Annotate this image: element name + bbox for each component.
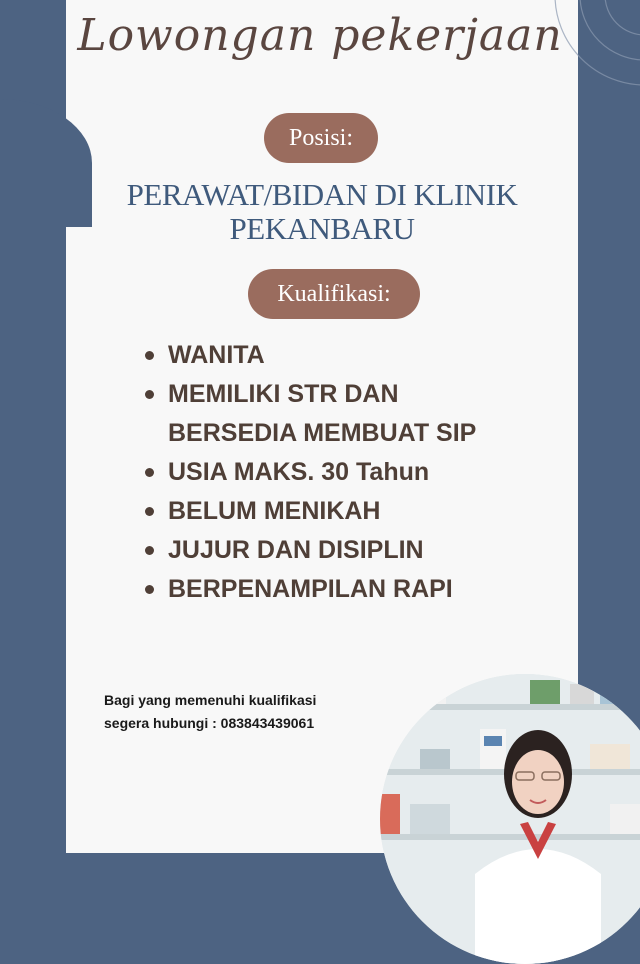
list-item <box>142 375 572 453</box>
bullet-icon <box>145 390 154 399</box>
qualification-text: BERPENAMPILAN RAPI <box>168 575 453 603</box>
position-title-text: PERAWAT/BIDAN DI KLINIK PEKANBARU <box>126 177 518 246</box>
bullet-icon <box>145 351 154 360</box>
contact-line-1: Bagi yang memenuhi kualifikasi <box>104 692 317 708</box>
position-title <box>66 178 578 246</box>
qualification-text: WANITA <box>168 341 265 369</box>
qualification-text: BELUM MENIKAH <box>168 497 381 525</box>
bullet-icon <box>145 468 154 477</box>
list-item <box>142 570 572 609</box>
bullet-icon <box>145 585 154 594</box>
qualification-list <box>142 336 572 609</box>
bullet-icon <box>145 507 154 516</box>
page-title: Lowongan pekerjaan <box>77 10 563 61</box>
bullet-icon <box>145 546 154 555</box>
list-item <box>142 453 572 492</box>
list-item <box>142 531 572 570</box>
contact-info <box>104 689 404 735</box>
contact-line-2: segera hubungi : 083843439061 <box>104 715 315 731</box>
qualification-text: MEMILIKI STR DAN BERSEDIA MEMBUAT SIP <box>168 380 477 447</box>
qualification-text: USIA MAKS. 30 Tahun <box>168 458 430 486</box>
list-item <box>142 336 572 375</box>
qualification-text: JUJUR DAN DISIPLIN <box>168 536 424 564</box>
list-item <box>142 492 572 531</box>
position-label-pill: Posisi: <box>264 113 378 163</box>
qualification-label-pill: Kualifikasi: <box>248 269 420 319</box>
